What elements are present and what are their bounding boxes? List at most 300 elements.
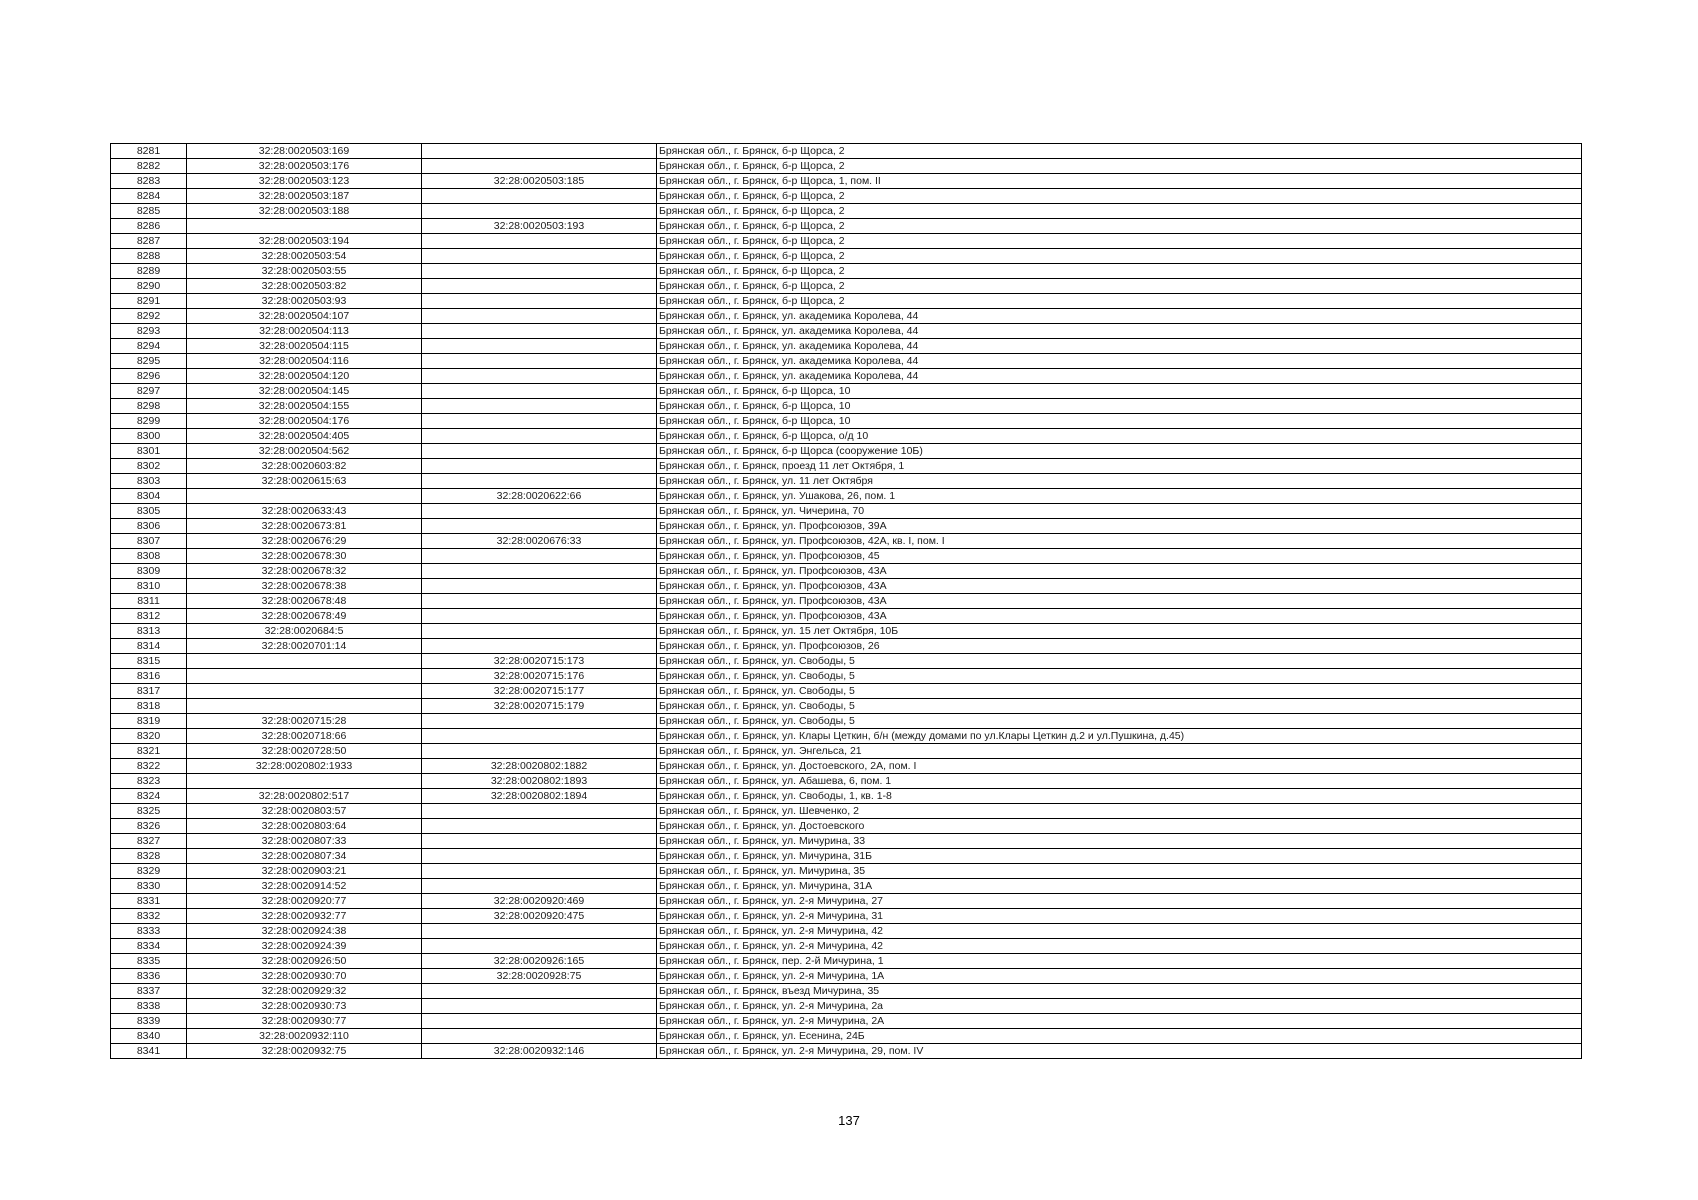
cell-address: Брянская обл., г. Брянск, ул. Свободы, 5 (657, 669, 1582, 684)
cell-cadastral-number: 32:28:0020678:38 (187, 579, 422, 594)
cell-cadastral-number-alt: 32:28:0020926:165 (422, 954, 657, 969)
cell-row-number: 8292 (111, 309, 187, 324)
cell-cadastral-number-alt: 32:28:0020715:177 (422, 684, 657, 699)
cell-cadastral-number-alt: 32:28:0020503:185 (422, 174, 657, 189)
cell-address: Брянская обл., г. Брянск, ул. Чичерина, 70 (657, 504, 1582, 519)
cell-row-number: 8285 (111, 204, 187, 219)
cell-cadastral-number: 32:28:0020930:70 (187, 969, 422, 984)
cell-cadastral-number: 32:28:0020503:176 (187, 159, 422, 174)
cell-cadastral-number-alt (422, 624, 657, 639)
cell-cadastral-number: 32:28:0020504:107 (187, 309, 422, 324)
cell-address: Брянская обл., г. Брянск, ул. академика Королева, 44 (657, 309, 1582, 324)
cell-cadastral-number: 32:28:0020503:93 (187, 294, 422, 309)
cell-cadastral-number-alt (422, 594, 657, 609)
cell-row-number: 8318 (111, 699, 187, 714)
cell-address: Брянская обл., г. Брянск, ул. Профсоюзов, 43А (657, 579, 1582, 594)
cell-address: Брянская обл., г. Брянск, б-р Щорса, 2 (657, 219, 1582, 234)
table-row (111, 204, 1582, 219)
cell-row-number: 8335 (111, 954, 187, 969)
table-row (111, 474, 1582, 489)
cell-cadastral-number: 32:28:0020924:38 (187, 924, 422, 939)
cell-row-number: 8311 (111, 594, 187, 609)
cell-cadastral-number: 32:28:0020678:32 (187, 564, 422, 579)
table-row (111, 234, 1582, 249)
cell-cadastral-number-alt (422, 879, 657, 894)
cell-row-number: 8286 (111, 219, 187, 234)
cell-address: Брянская обл., г. Брянск, ул. Профсоюзов, 43А (657, 609, 1582, 624)
cell-cadastral-number: 32:28:0020503:187 (187, 189, 422, 204)
cell-cadastral-number: 32:28:0020503:194 (187, 234, 422, 249)
cell-cadastral-number-alt (422, 369, 657, 384)
cell-row-number: 8315 (111, 654, 187, 669)
cell-address: Брянская обл., г. Брянск, ул. Ушакова, 26, пом. 1 (657, 489, 1582, 504)
cell-row-number: 8327 (111, 834, 187, 849)
page-number: 137 (838, 1113, 860, 1128)
table-row (111, 189, 1582, 204)
cell-cadastral-number: 32:28:0020807:34 (187, 849, 422, 864)
cell-cadastral-number: 32:28:0020802:517 (187, 789, 422, 804)
cell-address: Брянская обл., г. Брянск, б-р Щорса, 2 (657, 189, 1582, 204)
cell-cadastral-number: 32:28:0020678:30 (187, 549, 422, 564)
cell-row-number: 8322 (111, 759, 187, 774)
table-row (111, 609, 1582, 624)
cell-row-number: 8339 (111, 1014, 187, 1029)
cell-cadastral-number: 32:28:0020678:49 (187, 609, 422, 624)
table-row (111, 624, 1582, 639)
table-row (111, 324, 1582, 339)
cell-cadastral-number-alt (422, 294, 657, 309)
cell-row-number: 8328 (111, 849, 187, 864)
table-row (111, 279, 1582, 294)
cell-address: Брянская обл., г. Брянск, б-р Щорса, 1, пом. II (657, 174, 1582, 189)
cell-cadastral-number-alt (422, 414, 657, 429)
cell-cadastral-number: 32:28:0020718:66 (187, 729, 422, 744)
cell-row-number: 8301 (111, 444, 187, 459)
cell-row-number: 8289 (111, 264, 187, 279)
cell-cadastral-number (187, 489, 422, 504)
cell-cadastral-number: 32:28:0020676:29 (187, 534, 422, 549)
table-body (111, 144, 1582, 1059)
cell-row-number: 8299 (111, 414, 187, 429)
cell-address: Брянская обл., г. Брянск, ул. Абашева, 6, пом. 1 (657, 774, 1582, 789)
table-row (111, 579, 1582, 594)
cell-cadastral-number-alt: 32:28:0020920:475 (422, 909, 657, 924)
cell-row-number: 8336 (111, 969, 187, 984)
cell-address: Брянская обл., г. Брянск, б-р Щорса, 2 (657, 159, 1582, 174)
cell-address: Брянская обл., г. Брянск, ул. академика Королева, 44 (657, 324, 1582, 339)
cell-cadastral-number-alt (422, 834, 657, 849)
cell-row-number: 8331 (111, 894, 187, 909)
cell-address: Брянская обл., г. Брянск, ул. 11 лет Октября (657, 474, 1582, 489)
cell-address: Брянская обл., г. Брянск, ул. Достоевского (657, 819, 1582, 834)
cell-row-number: 8305 (111, 504, 187, 519)
table-row (111, 729, 1582, 744)
cell-cadastral-number: 32:28:0020803:57 (187, 804, 422, 819)
cell-cadastral-number-alt (422, 204, 657, 219)
cell-address: Брянская обл., г. Брянск, пер. 2-й Мичурина, 1 (657, 954, 1582, 969)
cell-cadastral-number-alt: 32:28:0020802:1893 (422, 774, 657, 789)
table-row (111, 669, 1582, 684)
table-row (111, 459, 1582, 474)
cell-cadastral-number: 32:28:0020504:155 (187, 399, 422, 414)
table-row (111, 999, 1582, 1014)
cell-cadastral-number: 32:28:0020633:43 (187, 504, 422, 519)
cell-cadastral-number-alt (422, 639, 657, 654)
cell-cadastral-number (187, 774, 422, 789)
cell-row-number: 8293 (111, 324, 187, 339)
table-row (111, 549, 1582, 564)
cell-row-number: 8319 (111, 714, 187, 729)
table-row (111, 399, 1582, 414)
cell-address: Брянская обл., г. Брянск, проезд 11 лет Октября, 1 (657, 459, 1582, 474)
table-row (111, 504, 1582, 519)
cell-row-number: 8334 (111, 939, 187, 954)
cell-cadastral-number (187, 684, 422, 699)
table-row (111, 159, 1582, 174)
cell-row-number: 8324 (111, 789, 187, 804)
table-row (111, 894, 1582, 909)
table-row (111, 369, 1582, 384)
cell-cadastral-number-alt (422, 744, 657, 759)
cell-row-number: 8340 (111, 1029, 187, 1044)
cell-row-number: 8308 (111, 549, 187, 564)
cell-cadastral-number-alt (422, 579, 657, 594)
cell-cadastral-number-alt (422, 999, 657, 1014)
cell-cadastral-number: 32:28:0020926:50 (187, 954, 422, 969)
cell-address: Брянская обл., г. Брянск, б-р Щорса, 2 (657, 249, 1582, 264)
table-row (111, 699, 1582, 714)
cell-address: Брянская обл., г. Брянск, въезд Мичурина, 35 (657, 984, 1582, 999)
cell-address: Брянская обл., г. Брянск, б-р Щорса, 2 (657, 144, 1582, 159)
cell-address: Брянская обл., г. Брянск, ул. Профсоюзов, 45 (657, 549, 1582, 564)
cell-cadastral-number-alt (422, 924, 657, 939)
table-row (111, 444, 1582, 459)
cell-row-number: 8330 (111, 879, 187, 894)
cell-address: Брянская обл., г. Брянск, ул. 2-я Мичурина, 27 (657, 894, 1582, 909)
cell-address: Брянская обл., г. Брянск, ул. Профсоюзов, 43А (657, 594, 1582, 609)
cell-cadastral-number: 32:28:0020932:110 (187, 1029, 422, 1044)
cell-address: Брянская обл., г. Брянск, б-р Щорса (сооружение 10Б) (657, 444, 1582, 459)
cell-address: Брянская обл., г. Брянск, ул. Свободы, 5 (657, 654, 1582, 669)
cell-cadastral-number: 32:28:0020504:120 (187, 369, 422, 384)
cell-row-number: 8337 (111, 984, 187, 999)
cell-cadastral-number: 32:28:0020678:48 (187, 594, 422, 609)
cell-row-number: 8307 (111, 534, 187, 549)
cell-cadastral-number: 32:28:0020504:405 (187, 429, 422, 444)
cell-cadastral-number: 32:28:0020728:50 (187, 744, 422, 759)
cell-row-number: 8283 (111, 174, 187, 189)
cell-cadastral-number: 32:28:0020504:562 (187, 444, 422, 459)
cell-cadastral-number: 32:28:0020503:169 (187, 144, 422, 159)
cell-cadastral-number (187, 654, 422, 669)
table-row (111, 519, 1582, 534)
cell-cadastral-number-alt (422, 144, 657, 159)
cell-cadastral-number: 32:28:0020803:64 (187, 819, 422, 834)
cell-cadastral-number-alt (422, 564, 657, 579)
table-row (111, 1014, 1582, 1029)
cell-cadastral-number: 32:28:0020802:1933 (187, 759, 422, 774)
cell-address: Брянская обл., г. Брянск, ул. Свободы, 1, кв. 1-8 (657, 789, 1582, 804)
table-row (111, 639, 1582, 654)
cell-cadastral-number-alt (422, 444, 657, 459)
cell-row-number: 8316 (111, 669, 187, 684)
cell-cadastral-number-alt: 32:28:0020920:469 (422, 894, 657, 909)
cell-address: Брянская обл., г. Брянск, ул. Свободы, 5 (657, 699, 1582, 714)
cell-row-number: 8317 (111, 684, 187, 699)
cell-cadastral-number-alt (422, 519, 657, 534)
cell-row-number: 8320 (111, 729, 187, 744)
cell-address: Брянская обл., г. Брянск, ул. Мичурина, 33 (657, 834, 1582, 849)
cell-address: Брянская обл., г. Брянск, ул. академика Королева, 44 (657, 369, 1582, 384)
cell-row-number: 8310 (111, 579, 187, 594)
cell-address: Брянская обл., г. Брянск, ул. Клары Цеткин, б/н (между домами по ул.Клары Цеткин д.2 и ул.Пушкина, д.45) (657, 729, 1582, 744)
cell-row-number: 8298 (111, 399, 187, 414)
cell-cadastral-number: 32:28:0020807:33 (187, 834, 422, 849)
cell-address: Брянская обл., г. Брянск, ул. Энгельса, 21 (657, 744, 1582, 759)
cell-row-number: 8291 (111, 294, 187, 309)
table-row (111, 414, 1582, 429)
cell-cadastral-number: 32:28:0020503:123 (187, 174, 422, 189)
cell-cadastral-number-alt (422, 279, 657, 294)
cell-cadastral-number: 32:28:0020903:21 (187, 864, 422, 879)
table-row (111, 984, 1582, 999)
cell-cadastral-number-alt (422, 384, 657, 399)
cell-cadastral-number-alt (422, 189, 657, 204)
table-row (111, 909, 1582, 924)
table-row (111, 804, 1582, 819)
table-row (111, 759, 1582, 774)
cell-row-number: 8323 (111, 774, 187, 789)
cell-cadastral-number: 32:28:0020924:39 (187, 939, 422, 954)
cell-cadastral-number-alt: 32:28:0020715:179 (422, 699, 657, 714)
cell-row-number: 8297 (111, 384, 187, 399)
cell-address: Брянская обл., г. Брянск, б-р Щорса, 2 (657, 264, 1582, 279)
cell-row-number: 8288 (111, 249, 187, 264)
table-row (111, 309, 1582, 324)
cell-cadastral-number: 32:28:0020503:82 (187, 279, 422, 294)
table-row (111, 489, 1582, 504)
cell-cadastral-number: 32:28:0020603:82 (187, 459, 422, 474)
cell-address: Брянская обл., г. Брянск, ул. 2-я Мичурина, 31 (657, 909, 1582, 924)
cell-address: Брянская обл., г. Брянск, б-р Щорса, 10 (657, 384, 1582, 399)
property-table (110, 143, 1582, 1059)
cell-cadastral-number: 32:28:0020503:55 (187, 264, 422, 279)
cell-row-number: 8284 (111, 189, 187, 204)
cell-cadastral-number: 32:28:0020503:54 (187, 249, 422, 264)
cell-cadastral-number-alt (422, 339, 657, 354)
cell-cadastral-number-alt: 32:28:0020802:1894 (422, 789, 657, 804)
cell-address: Брянская обл., г. Брянск, ул. Профсоюзов, 42А, кв. I, пом. I (657, 534, 1582, 549)
cell-cadastral-number (187, 699, 422, 714)
cell-address: Брянская обл., г. Брянск, ул. Профсоюзов, 26 (657, 639, 1582, 654)
table-row (111, 654, 1582, 669)
cell-address: Брянская обл., г. Брянск, б-р Щорса, о/д 10 (657, 429, 1582, 444)
cell-row-number: 8313 (111, 624, 187, 639)
cell-row-number: 8302 (111, 459, 187, 474)
cell-row-number: 8306 (111, 519, 187, 534)
table-row (111, 294, 1582, 309)
table-row (111, 174, 1582, 189)
cell-row-number: 8309 (111, 564, 187, 579)
cell-row-number: 8304 (111, 489, 187, 504)
cell-cadastral-number-alt (422, 309, 657, 324)
cell-cadastral-number: 32:28:0020504:145 (187, 384, 422, 399)
cell-cadastral-number-alt (422, 819, 657, 834)
table-row (111, 384, 1582, 399)
table-row (111, 954, 1582, 969)
cell-address: Брянская обл., г. Брянск, б-р Щорса, 2 (657, 234, 1582, 249)
cell-row-number: 8281 (111, 144, 187, 159)
table-row (111, 1029, 1582, 1044)
cell-cadastral-number-alt: 32:28:0020932:146 (422, 1044, 657, 1059)
cell-row-number: 8321 (111, 744, 187, 759)
cell-row-number: 8303 (111, 474, 187, 489)
cell-address: Брянская обл., г. Брянск, б-р Щорса, 10 (657, 399, 1582, 414)
cell-address: Брянская обл., г. Брянск, ул. 2-я Мичурина, 42 (657, 939, 1582, 954)
table-row (111, 744, 1582, 759)
cell-cadastral-number: 32:28:0020920:77 (187, 894, 422, 909)
table-row (111, 429, 1582, 444)
table-row (111, 819, 1582, 834)
cell-address: Брянская обл., г. Брянск, ул. 2-я Мичурина, 42 (657, 924, 1582, 939)
table-row (111, 594, 1582, 609)
cell-cadastral-number: 32:28:0020929:32 (187, 984, 422, 999)
cell-row-number: 8294 (111, 339, 187, 354)
cell-address: Брянская обл., г. Брянск, ул. 2-я Мичурина, 2а (657, 999, 1582, 1014)
cell-cadastral-number-alt (422, 609, 657, 624)
cell-row-number: 8338 (111, 999, 187, 1014)
cell-row-number: 8333 (111, 924, 187, 939)
table-row (111, 849, 1582, 864)
table-row (111, 714, 1582, 729)
table-row (111, 249, 1582, 264)
table-row (111, 219, 1582, 234)
cell-address: Брянская обл., г. Брянск, ул. Достоевского, 2А, пом. I (657, 759, 1582, 774)
cell-cadastral-number: 32:28:0020930:77 (187, 1014, 422, 1029)
cell-address: Брянская обл., г. Брянск, ул. Профсоюзов, 39А (657, 519, 1582, 534)
cell-cadastral-number: 32:28:0020932:77 (187, 909, 422, 924)
cell-row-number: 8332 (111, 909, 187, 924)
cell-row-number: 8300 (111, 429, 187, 444)
cell-address: Брянская обл., г. Брянск, ул. Есенина, 24Б (657, 1029, 1582, 1044)
cell-cadastral-number: 32:28:0020930:73 (187, 999, 422, 1014)
cell-row-number: 8287 (111, 234, 187, 249)
cell-row-number: 8312 (111, 609, 187, 624)
cell-row-number: 8295 (111, 354, 187, 369)
cell-cadastral-number: 32:28:0020914:52 (187, 879, 422, 894)
cell-cadastral-number-alt: 32:28:0020676:33 (422, 534, 657, 549)
cell-cadastral-number-alt (422, 984, 657, 999)
cell-cadastral-number-alt (422, 459, 657, 474)
cell-address: Брянская обл., г. Брянск, б-р Щорса, 2 (657, 279, 1582, 294)
cell-address: Брянская обл., г. Брянск, ул. 2-я Мичурина, 1А (657, 969, 1582, 984)
cell-cadastral-number-alt: 32:28:0020802:1882 (422, 759, 657, 774)
cell-address: Брянская обл., г. Брянск, ул. Свободы, 5 (657, 684, 1582, 699)
cell-cadastral-number: 32:28:0020615:63 (187, 474, 422, 489)
cell-cadastral-number-alt (422, 159, 657, 174)
table-row (111, 939, 1582, 954)
cell-address: Брянская обл., г. Брянск, ул. 15 лет Октября, 10Б (657, 624, 1582, 639)
cell-cadastral-number: 32:28:0020503:188 (187, 204, 422, 219)
cell-cadastral-number-alt (422, 429, 657, 444)
cell-cadastral-number-alt (422, 474, 657, 489)
cell-row-number: 8341 (111, 1044, 187, 1059)
cell-address: Брянская обл., г. Брянск, ул. Мичурина, 35 (657, 864, 1582, 879)
table-row (111, 354, 1582, 369)
cell-cadastral-number-alt (422, 729, 657, 744)
cell-cadastral-number-alt (422, 804, 657, 819)
cell-address: Брянская обл., г. Брянск, б-р Щорса, 2 (657, 204, 1582, 219)
cell-row-number: 8296 (111, 369, 187, 384)
cell-cadastral-number: 32:28:0020504:113 (187, 324, 422, 339)
cell-cadastral-number-alt: 32:28:0020715:176 (422, 669, 657, 684)
cell-cadastral-number: 32:28:0020701:14 (187, 639, 422, 654)
table-row (111, 1044, 1582, 1059)
cell-cadastral-number-alt (422, 399, 657, 414)
cell-address: Брянская обл., г. Брянск, б-р Щорса, 2 (657, 294, 1582, 309)
table-row (111, 879, 1582, 894)
cell-address: Брянская обл., г. Брянск, ул. Свободы, 5 (657, 714, 1582, 729)
cell-address: Брянская обл., г. Брянск, ул. Мичурина, 31А (657, 879, 1582, 894)
cell-cadastral-number: 32:28:0020684:5 (187, 624, 422, 639)
cell-cadastral-number-alt (422, 549, 657, 564)
cell-row-number: 8290 (111, 279, 187, 294)
cell-cadastral-number-alt: 32:28:0020503:193 (422, 219, 657, 234)
cell-row-number: 8282 (111, 159, 187, 174)
cell-cadastral-number (187, 669, 422, 684)
table-row (111, 564, 1582, 579)
cell-cadastral-number-alt (422, 234, 657, 249)
cell-address: Брянская обл., г. Брянск, ул. академика Королева, 44 (657, 354, 1582, 369)
table-row (111, 834, 1582, 849)
cell-cadastral-number-alt: 32:28:0020928:75 (422, 969, 657, 984)
cell-cadastral-number-alt (422, 849, 657, 864)
table-row (111, 789, 1582, 804)
cell-cadastral-number (187, 219, 422, 234)
cell-cadastral-number-alt (422, 324, 657, 339)
cell-cadastral-number-alt (422, 714, 657, 729)
table-row (111, 774, 1582, 789)
cell-row-number: 8326 (111, 819, 187, 834)
cell-cadastral-number-alt (422, 939, 657, 954)
cell-cadastral-number-alt: 32:28:0020715:173 (422, 654, 657, 669)
cell-cadastral-number-alt: 32:28:0020622:66 (422, 489, 657, 504)
cell-cadastral-number: 32:28:0020504:176 (187, 414, 422, 429)
cell-cadastral-number-alt (422, 1014, 657, 1029)
cell-row-number: 8329 (111, 864, 187, 879)
cell-cadastral-number-alt (422, 249, 657, 264)
table-row (111, 684, 1582, 699)
table-row (111, 864, 1582, 879)
cell-cadastral-number: 32:28:0020504:116 (187, 354, 422, 369)
table-row (111, 969, 1582, 984)
table-row (111, 534, 1582, 549)
cell-address: Брянская обл., г. Брянск, б-р Щорса, 10 (657, 414, 1582, 429)
cell-address: Брянская обл., г. Брянск, ул. 2-я Мичурина, 29, пом. IV (657, 1044, 1582, 1059)
cell-address: Брянская обл., г. Брянск, ул. академика Королева, 44 (657, 339, 1582, 354)
cell-address: Брянская обл., г. Брянск, ул. Шевченко, 2 (657, 804, 1582, 819)
cell-row-number: 8314 (111, 639, 187, 654)
cell-cadastral-number: 32:28:0020673:81 (187, 519, 422, 534)
cell-cadastral-number: 32:28:0020932:75 (187, 1044, 422, 1059)
cell-cadastral-number: 32:28:0020504:115 (187, 339, 422, 354)
cell-cadastral-number-alt (422, 354, 657, 369)
cell-row-number: 8325 (111, 804, 187, 819)
table-row (111, 144, 1582, 159)
table-row (111, 339, 1582, 354)
cell-cadastral-number-alt (422, 1029, 657, 1044)
table-row (111, 264, 1582, 279)
